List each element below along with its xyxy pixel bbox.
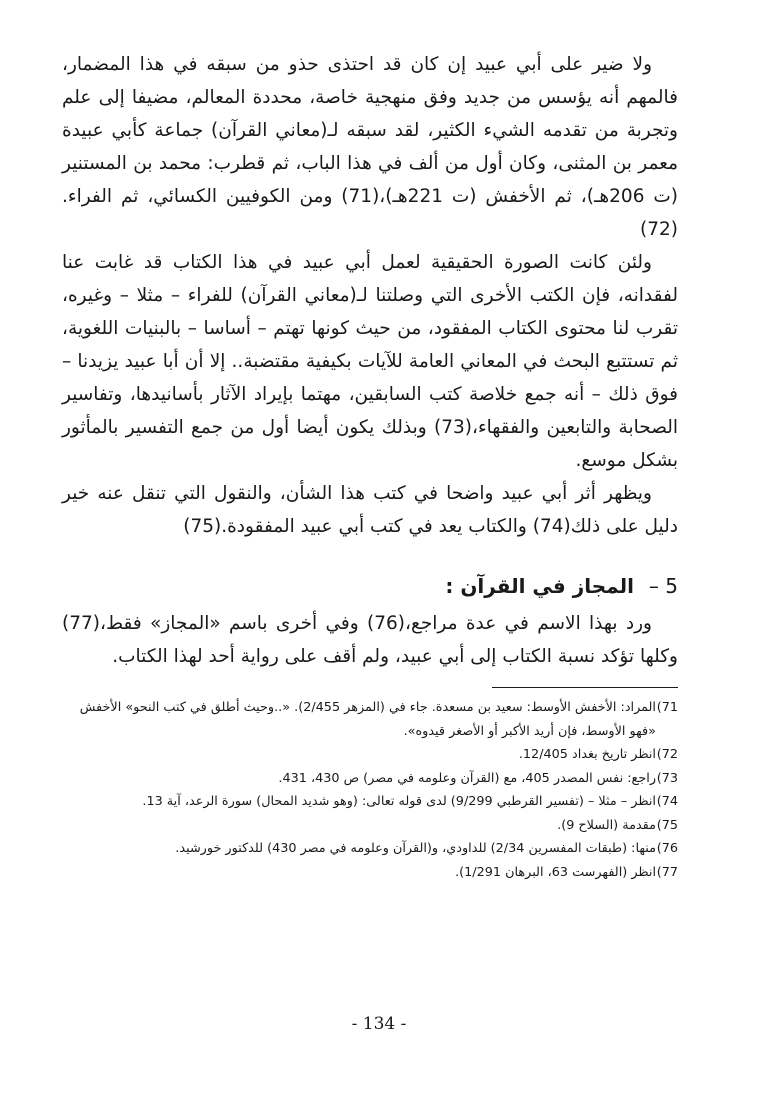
paragraph-3: ويظهر أثر أبي عبيد واضحا في كتب هذا الشأن، والنقول التي تنقل عنه خير دليل على ذلك(74) والكتاب يعد في كتب أبي عبيد المفقودة.(75)	[62, 483, 678, 537]
footnote-number: 72)	[656, 747, 678, 762]
footnote-75	[62, 814, 678, 838]
section-title: المجاز في القرآن :	[445, 574, 634, 598]
footnote-text: انظر تاريخ بغداد 12/405.	[518, 747, 656, 762]
paragraph-4: ورد بهذا الاسم في عدة مراجع،(76) وفي أخرى باسم «المجاز» فقط،(77) وكلها تؤكد نسبة الكتاب إلى أبي عبيد، ولم أقف على رواية أحد لهذا الكتاب.	[62, 613, 678, 667]
section-heading	[62, 569, 678, 603]
paragraph-1: ولا ضير على أبي عبيد إن كان قد احتذى حذو من سبقه في هذا المضمار، فالمهم أنه يؤسس من جديد وفق منهجية خاصة، محددة المعالم، مضيفا إلى علم وتجربة من تقدمه الشيء الكثير، لقد سبقه لـ(معاني القرآن) جماعة كأبي عبيدة معمر بن المثنى، وكان أول من ألف في هذا الباب، ثم قطرب: محمد بن المستنير (ت 206هـ)، ثم الأخفش (ت 221هـ)،(71) ومن الكوفيين الكسائي، ثم الفراء.(72)	[62, 54, 679, 240]
footnote-73	[62, 767, 678, 791]
footnote-number: 77)	[656, 864, 678, 880]
footnote-77	[62, 861, 678, 885]
book-page	[62, 48, 678, 884]
footnote-text: المراد: الأخفش الأوسط: سعيد بن مسعدة. جاء في (المزهر 2/455). «..وحيث أطلق في كتب النحو» الأخفش «فهو الأوسط، فإن أريد الأكبر أو الأصغر قيدوه».	[79, 700, 656, 739]
footnote-text: منها: (طبقات المفسرين 2/34) للداودي، و(القرآن وعلومه في مصر 430) للدكتور خورشيد.	[175, 841, 656, 856]
footnote-72	[62, 743, 678, 767]
footnote-separator	[492, 687, 678, 688]
page-number: - 134 -	[351, 1014, 407, 1034]
footnote-text: انظر – مثلا – (تفسير القرطبي 9/299) لدى قوله تعالى: (وهو شديد المحال) سورة الرعد، آية 13.	[142, 794, 656, 809]
footnote-number: 74)	[656, 794, 678, 809]
footnote-text: مقدمة (السلاح 9).	[557, 817, 656, 833]
footnote-76	[62, 837, 678, 861]
footnote-number: 76)	[656, 841, 678, 856]
footnote-text: راجع: نفس المصدر 405، مع (القرآن وعلومه في مصر) ص 430، 431.	[278, 770, 656, 786]
footnote-71	[62, 696, 678, 743]
paragraph-2: ولئن كانت الصورة الحقيقية لعمل أبي عبيد في هذا الكتاب قد غابت عنا لفقدانه، فإن الكتب الأخرى التي وصلتنا لـ(معاني القرآن) للفراء – مثلا – وغيره، تقرب لنا محتوى الكتاب المفقود، من حيث كونها تهتم – أساسا – بالبنيات اللغوية، ثم تستتبع البحث في المعاني العامة للآيات بكيفية مقتضبة.. إلا أن أبا عبيد يزيدنا – فوق ذلك – أنه جمع خلاصة كتب السابقين، مهتما بإيراد الآثار بأسانيدها، وتفاسير الصحابة والتابعين والفقهاء،(73) وبذلك يكون أيضا أول من جمع التفسير بالمأثور بشكل موسع.	[62, 252, 679, 471]
footnote-number: 71)	[656, 700, 678, 715]
main-text	[62, 48, 678, 673]
footnotes	[62, 696, 678, 884]
section-number: 5 –	[648, 574, 678, 598]
footnote-text: انظر (الفهرست 63، البرهان 1/291).	[455, 864, 656, 880]
footnote-number: 75)	[656, 817, 678, 833]
footnote-74	[62, 790, 678, 814]
footnote-number: 73)	[656, 770, 678, 786]
